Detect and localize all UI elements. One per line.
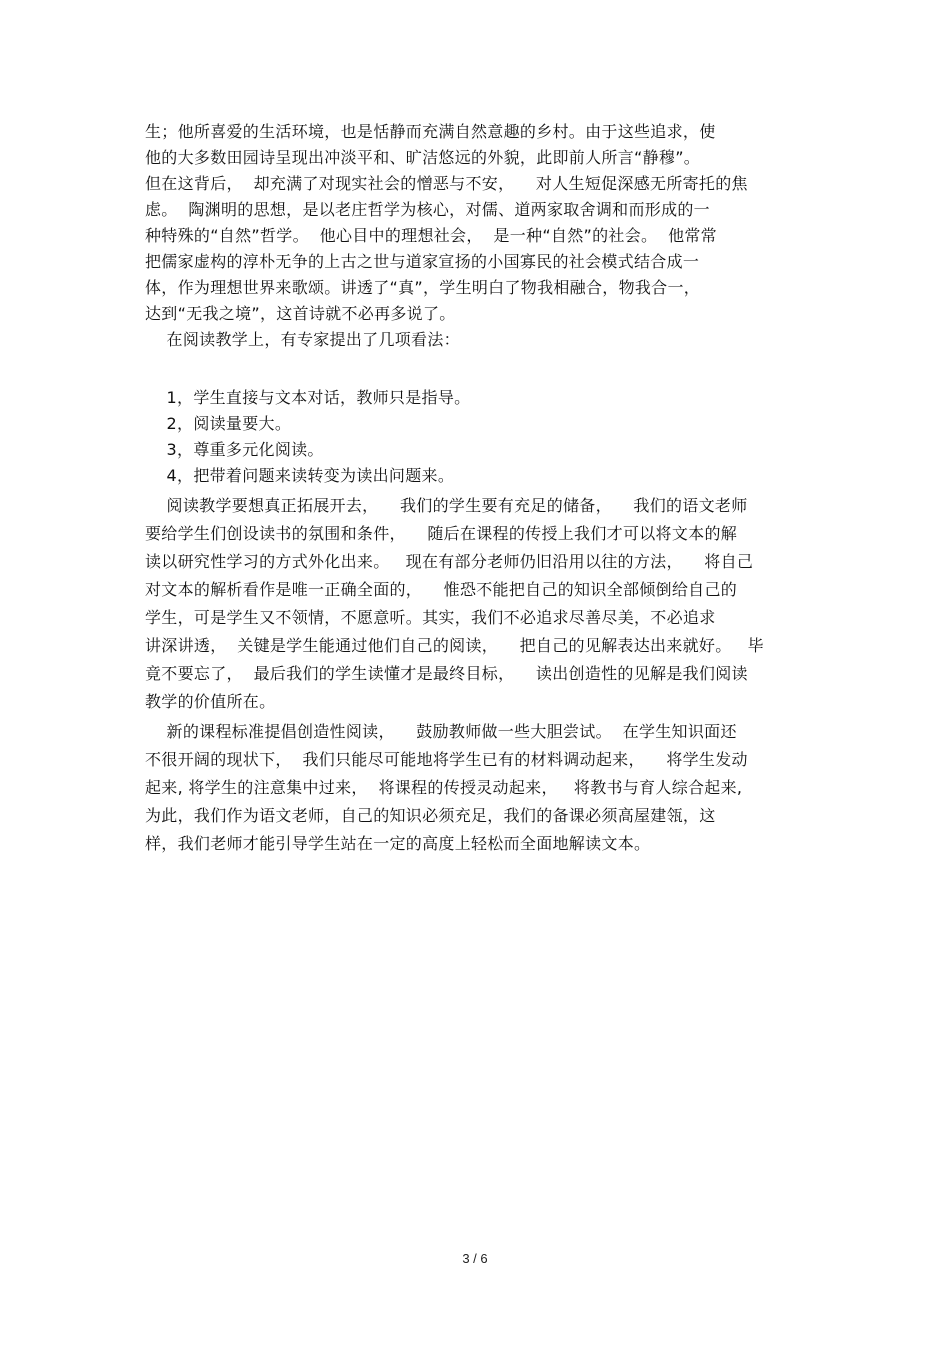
text-line: 虑。 陶渊明的思想，是以老庄哲学为核心，对儒、道两家取舍调和而形成的一 — [145, 200, 710, 219]
text-line: 他的大多数田园诗呈现出冲淡平和、旷洁悠远的外貌，此即前人所言“静穆”。 — [145, 148, 701, 167]
list-item: 1，学生直接与文本对话，教师只是指导。 — [145, 388, 471, 407]
text-line: 不很开阔的现状下， 我们只能尽可能地将学生已有的材料调动起来， 将学生发动 — [145, 750, 748, 769]
list-item: 2，阅读量要大。 — [145, 414, 292, 433]
text-line: 在阅读教学上，有专家提出了几项看法： — [145, 330, 460, 349]
text-line: 新的课程标准提倡创造性阅读， 鼓励教师做一些大胆尝试。 在学生知识面还 — [145, 722, 737, 741]
text-line: 阅读教学要想真正拓展开去， 我们的学生要有充足的储备， 我们的语文老师 — [145, 496, 748, 515]
text-line: 体，作为理想世界来歌颂。讲透了“真”，学生明白了物我相融合，物我合一， — [145, 278, 701, 297]
text-line: 但在这背后， 却充满了对现实社会的憎恶与不安， 对人生短促深感无所寄托的焦 — [145, 174, 748, 193]
text-line: 生；他所喜爱的生活环境，也是恬静而充满自然意趣的乡村。由于这些追求，使 — [145, 122, 716, 141]
text-line: 把儒家虚构的淳朴无争的上古之世与道家宣扬的小国寡民的社会模式结合成一 — [145, 252, 700, 271]
text-line: 样，我们老师才能引导学生站在一定的高度上轻松而全面地解读文本。 — [145, 834, 651, 853]
text-line: 种特殊的“自然”哲学。 他心目中的理想社会， 是一种“自然”的社会。 他常常 — [145, 226, 717, 245]
text-line: 要给学生们创设读书的氛围和条件， 随后在课程的传授上我们才可以将文本的解 — [145, 524, 738, 543]
text-line: 学生，可是学生又不领情，不愿意听。其实，我们不必追求尽善尽美，不必追求 — [145, 608, 716, 627]
text-line: 起来, 将学生的注意集中过来， 将课程的传授灵动起来， 将教书与育人综合起来, — [145, 778, 743, 797]
list-item: 3，尊重多元化阅读。 — [145, 440, 324, 459]
text-line: 为此，我们作为语文老师，自己的知识必须充足，我们的备课必须高屋建瓴，这 — [145, 806, 716, 825]
text-line: 教学的价值所在。 — [145, 692, 276, 711]
text-line: 讲深讲透， 关键是学生能通过他们自己的阅读， 把自己的见解表达出来就好。 毕 — [145, 636, 764, 655]
text-line: 对文本的解析看作是唯一正确全面的， 惟恐不能把自己的知识全部倾倒给自己的 — [145, 580, 738, 599]
text-line: 竟不要忘了， 最后我们的学生读懂才是最终目标， 读出创造性的见解是我们阅读 — [145, 664, 748, 683]
list-item: 4，把带着问题来读转变为读出问题来。 — [145, 466, 455, 485]
text-line: 达到“无我之境”，这首诗就不必再多说了。 — [145, 304, 456, 323]
page-number: 3 / 6 — [462, 1251, 488, 1266]
text-line: 读以研究性学习的方式外化出来。 现在有部分老师仍旧沿用以往的方法， 将自己 — [145, 552, 754, 571]
